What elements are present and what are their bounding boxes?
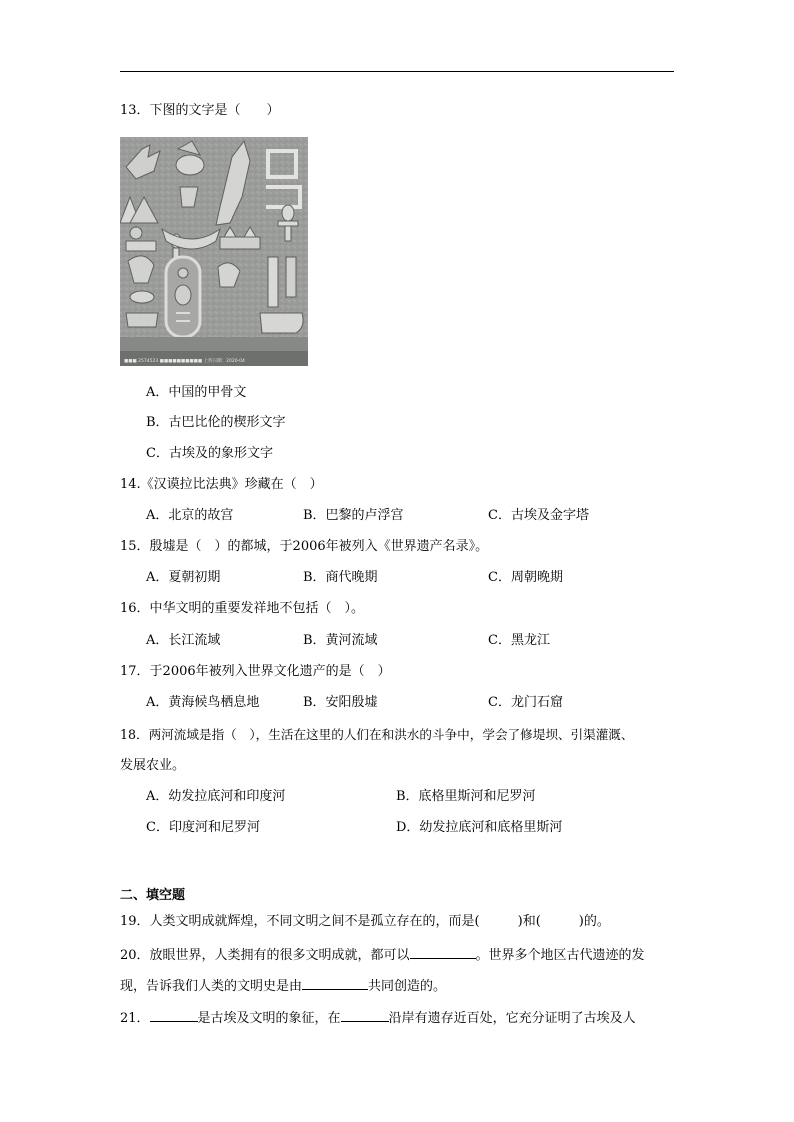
q21-blank-1[interactable]	[150, 1007, 198, 1022]
q16-option-b: B．黄河流域	[303, 633, 378, 648]
q20-text-3: 现，告诉我们人类的文明史是由	[120, 979, 303, 994]
image-watermark-text: ■■■ 2574523 ■■■■■■■■■■ 上传日期：2020-04	[124, 359, 245, 364]
q16-option-c: C．黑龙江	[488, 633, 550, 648]
q15-option-b: B．商代晚期	[303, 570, 378, 585]
q21-stem	[120, 1007, 636, 1028]
q19-text-1: 19．人类文明成就辉煌，不同文明之间不是孤立存在的，而是(	[120, 914, 480, 929]
q17-option-a: A．黄海候鸟栖息地	[146, 695, 260, 710]
q15-option-a: A．夏朝初期	[146, 570, 221, 585]
q21-text-1: 21．	[120, 1011, 150, 1026]
q18-stem-line2: 发展农业。	[120, 758, 186, 773]
q13-option-b: B．古巴比伦的楔形文字	[146, 415, 286, 430]
q13-stem: 13．下图的文字是（ ）	[120, 103, 280, 118]
q20-text-1: 20．放眼世界，人类拥有的很多文明成就，都可以	[120, 948, 410, 963]
q21-text-3: 沿岸有遗存近百处，它充分证明了古埃及人	[388, 1011, 636, 1026]
q14-option-b: B．巴黎的卢浮宫	[303, 508, 404, 523]
q20-text-2: 。世界多个地区古代遗迹的发	[475, 948, 645, 963]
q14-stem: 14.《汉谟拉比法典》珍藏在（ ）	[120, 477, 323, 492]
q21-text-2: 是古埃及文明的象征，在	[197, 1011, 341, 1026]
hieroglyph-image	[120, 137, 308, 366]
header-rule	[120, 71, 674, 72]
q14-option-c: C．古埃及金字塔	[488, 508, 589, 523]
q17-stem: 17．于2006年被列入世界文化遗产的是（ ）	[120, 664, 391, 679]
section-title-fill-blank: 二、填空题	[120, 888, 186, 903]
q18-option-c: C．印度河和尼罗河	[146, 820, 260, 835]
hieroglyph-drawing	[120, 137, 308, 366]
q20-stem-line2	[120, 975, 446, 996]
q13-option-a: A．中国的甲骨文	[146, 385, 247, 400]
q18-option-a: A．幼发拉底河和印度河	[146, 789, 286, 804]
q15-option-c: C．周朝晚期	[488, 570, 563, 585]
q20-blank-1[interactable]	[410, 944, 476, 959]
q20-stem-line1	[120, 944, 645, 965]
q20-blank-2[interactable]	[302, 975, 368, 990]
q21-blank-2[interactable]	[341, 1007, 389, 1022]
q16-option-a: A．长江流域	[146, 633, 221, 648]
q18-stem-line1: 18．两河流域是指（ ），生活在这里的人们在和洪水的斗争中，学会了修堤坝、引渠灌溉、	[120, 727, 634, 742]
q13-option-c: C．古埃及的象形文字	[146, 446, 273, 461]
q18-option-b: B．底格里斯河和尼罗河	[396, 789, 536, 804]
q17-option-c: C．龙门石窟	[488, 695, 563, 710]
q19-stem	[120, 913, 610, 931]
q18-option-d: D．幼发拉底河和底格里斯河	[396, 820, 563, 835]
q19-text-2: )和(	[517, 914, 541, 929]
q15-stem: 15．殷墟是（ ）的都城，于2006年被列入《世界遗产名录》。	[120, 539, 489, 554]
q16-stem: 16．中华文明的重要发祥地不包括（ ）。	[120, 601, 365, 616]
q19-text-3: )的。	[578, 914, 610, 929]
q17-option-b: B．安阳殷墟	[303, 695, 378, 710]
q20-text-4: 共同创造的。	[368, 979, 447, 994]
q14-option-a: A．北京的故宫	[146, 508, 234, 523]
